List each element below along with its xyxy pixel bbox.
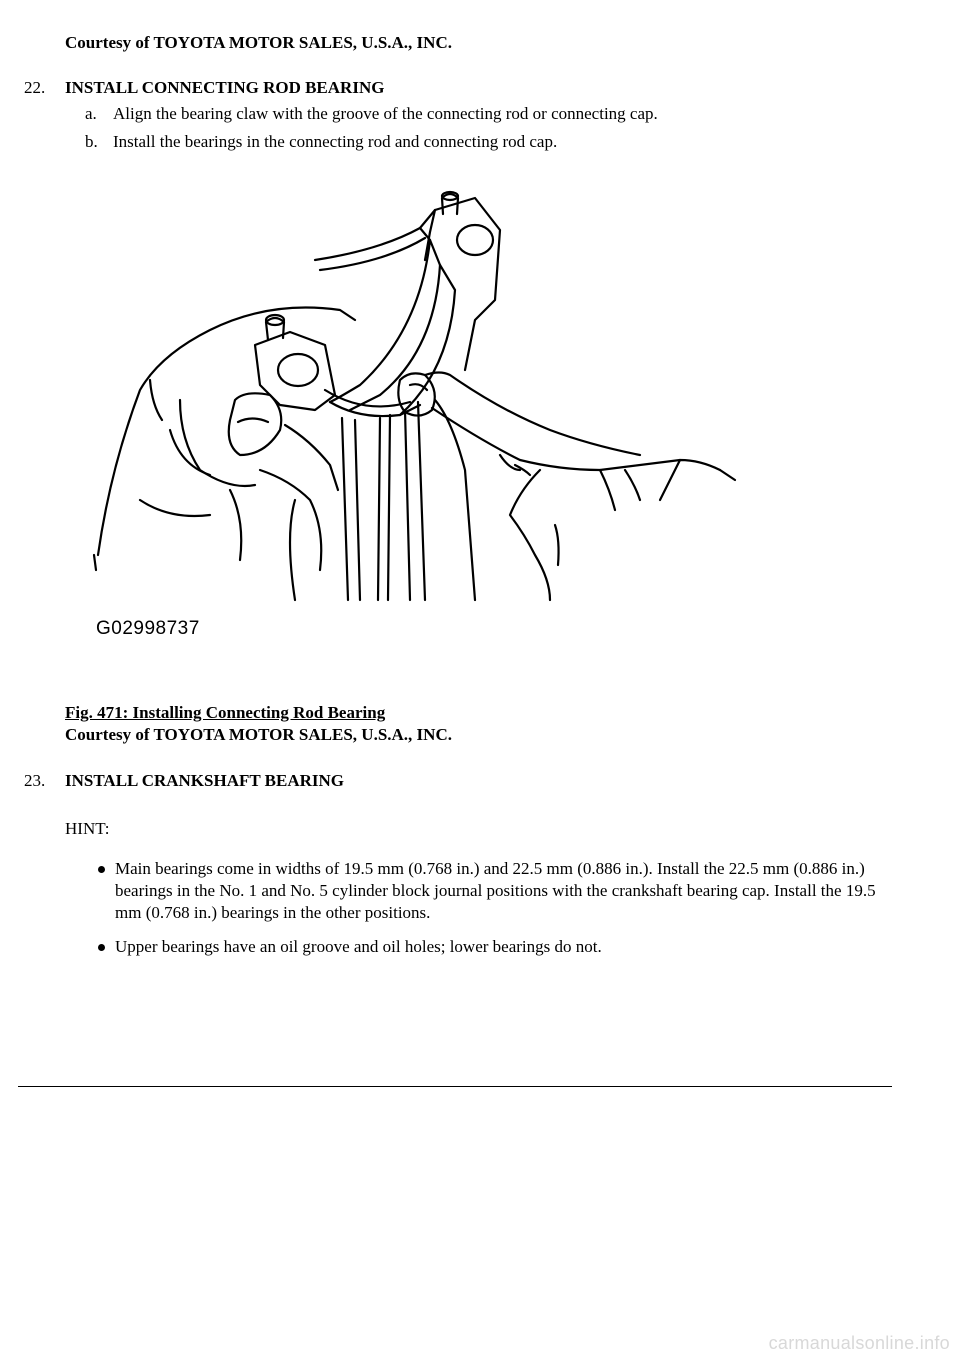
hint-bullet-text: Main bearings come in widths of 19.5 mm (0.768 in.) and 22.5 mm (0.886 in.). Install the 22.5 mm (0.886 in.) bearings in the No. 1 and No. 5 cylinder block journal positions with the crankshaft bearing cap. Install the 19.5 mm (0.768 in.) bearings in the other positions. bbox=[115, 859, 876, 922]
hint-bullet-list bbox=[98, 858, 898, 970]
figure-code: G02998737 bbox=[96, 618, 200, 639]
step-23-number: 23. bbox=[24, 771, 46, 790]
figure-courtesy: Courtesy of TOYOTA MOTOR SALES, U.S.A., INC. bbox=[65, 725, 452, 744]
substep-b-letter: b. bbox=[85, 132, 98, 151]
page-divider bbox=[18, 1086, 892, 1087]
step-22-title: INSTALL CONNECTING ROD BEARING bbox=[65, 78, 385, 97]
figure-caption: Fig. 471: Installing Connecting Rod Bearing bbox=[65, 703, 386, 722]
step-23-title: INSTALL CRANKSHAFT BEARING bbox=[65, 771, 344, 790]
illustration-hands-installing-bearing bbox=[80, 170, 740, 610]
hint-bullet bbox=[98, 936, 898, 958]
step-22-number: 22. bbox=[24, 78, 46, 97]
substep-b bbox=[85, 131, 557, 153]
courtesy-top: Courtesy of TOYOTA MOTOR SALES, U.S.A., INC. bbox=[65, 33, 452, 52]
substep-a bbox=[85, 103, 658, 125]
substep-a-text: Align the bearing claw with the groove of the connecting rod or connecting cap. bbox=[113, 104, 658, 123]
substep-a-letter: a. bbox=[85, 104, 97, 123]
hint-bullet-text: Upper bearings have an oil groove and oil holes; lower bearings do not. bbox=[115, 937, 602, 956]
bullet-dot-icon bbox=[98, 944, 105, 951]
hint-label: HINT: bbox=[65, 819, 110, 838]
bullet-dot-icon bbox=[98, 866, 105, 873]
figure-connecting-rod-bearing bbox=[80, 170, 740, 650]
watermark: carmanualsonline.info bbox=[768, 1333, 950, 1353]
hint-bullet bbox=[98, 858, 898, 924]
substep-b-text: Install the bearings in the connecting rod and connecting rod cap. bbox=[113, 132, 558, 151]
